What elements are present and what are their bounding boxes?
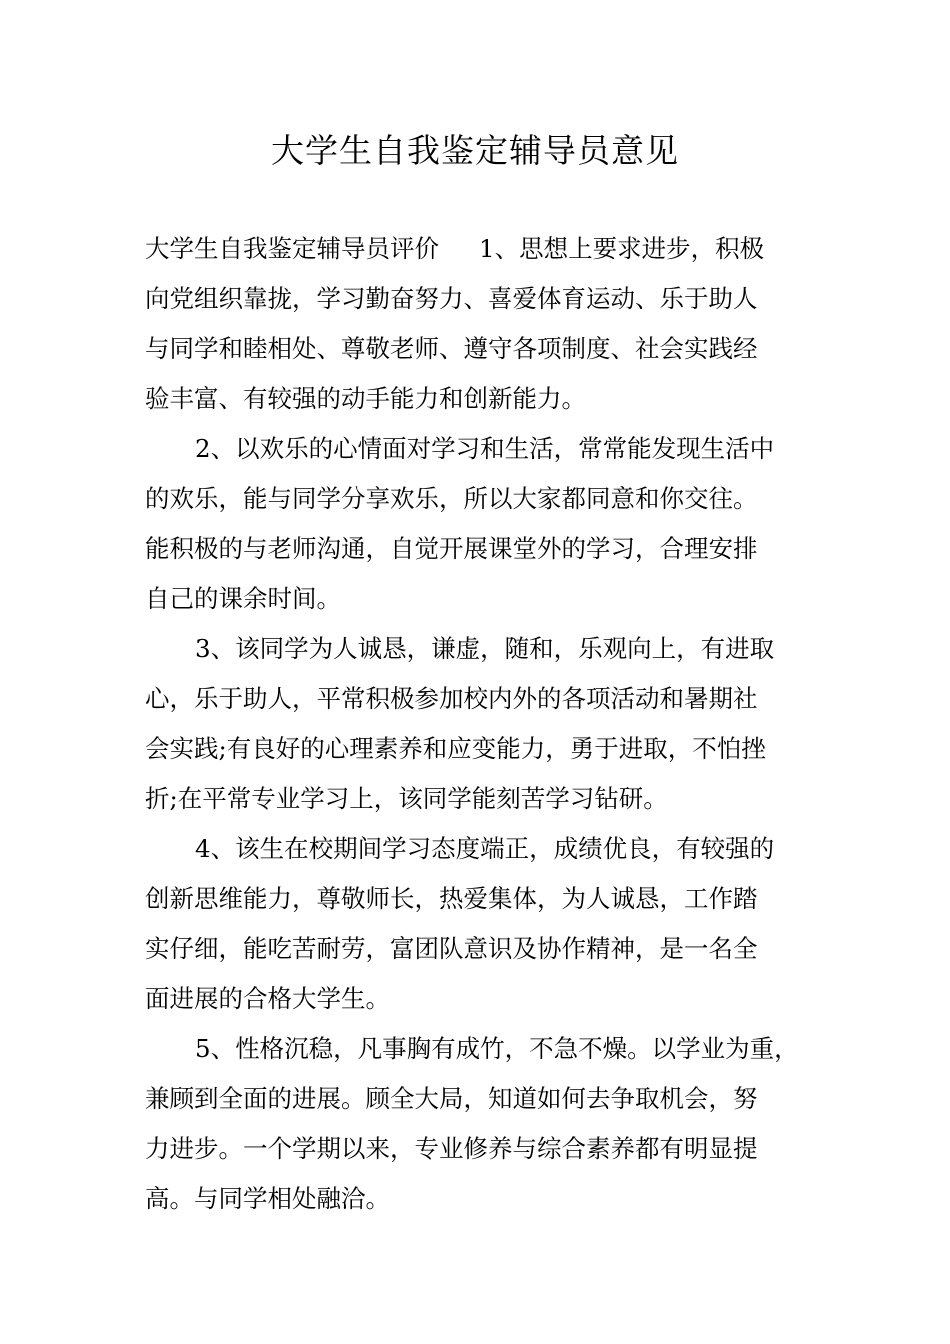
paragraph-text: 1、思想上要求进步，积极: [479, 234, 765, 263]
paragraph-3: [145, 624, 810, 824]
paragraph-line: [145, 224, 810, 274]
paragraph-line: 高。与同学相处融洽。: [145, 1184, 390, 1213]
paragraph-line: 能积极的与老师沟通，自觉开展课堂外的学习，合理安排: [145, 534, 758, 563]
paragraph-line: 向党组织靠拢，学习勤奋努力、喜爱体育运动、乐于助人: [145, 284, 758, 313]
paragraph-line: 实仔细，能吃苦耐劳，富团队意识及协作精神，是一名全: [145, 934, 758, 963]
paragraph-line: 面进展的合格大学生。: [145, 984, 390, 1013]
paragraph-line: 的欢乐，能与同学分享欢乐，所以大家都同意和你交往。: [145, 484, 758, 513]
paragraph-line: 力进步。一个学期以来，专业修养与综合素养都有明显提: [145, 1134, 758, 1163]
paragraph-line: 2、以欢乐的心情面对学习和生活，常常能发现生活中: [195, 434, 775, 463]
paragraph-line: 折;在平常专业学习上，该同学能刻苦学习钻研。: [145, 784, 668, 813]
paragraph-5: [145, 1024, 810, 1224]
paragraph-line: 兼顾到全面的进展。顾全大局，知道如何去争取机会，努: [145, 1084, 758, 1113]
paragraph-1: [145, 224, 810, 424]
document-body: [145, 224, 810, 1224]
paragraph-4: [145, 824, 810, 1024]
paragraph-line: 心，乐于助人，平常积极参加校内外的各项活动和暑期社: [145, 684, 758, 713]
intro-label: 大学生自我鉴定辅导员评价: [145, 234, 439, 263]
document-title: 大学生自我鉴定辅导员意见: [271, 131, 679, 170]
paragraph-line: 5、性格沉稳，凡事胸有成竹，不急不燥。以学业为重，: [195, 1034, 799, 1063]
paragraph-2: [145, 424, 810, 624]
paragraph-line: 与同学和睦相处、尊敬老师、遵守各项制度、社会实践经: [145, 334, 758, 363]
paragraph-line: 会实践;有良好的心理素养和应变能力，勇于进取，不怕挫: [145, 734, 766, 763]
paragraph-line: 4、该生在校期间学习态度端正，成绩优良，有较强的: [195, 834, 775, 863]
paragraph-line: 3、该同学为人诚恳，谦虚，随和，乐观向上，有进取: [195, 634, 775, 663]
paragraph-line: 自己的课余时间。: [145, 584, 341, 613]
paragraph-line: 创新思维能力，尊敬师长，热爱集体，为人诚恳，工作踏: [145, 884, 758, 913]
paragraph-line: 验丰富、有较强的动手能力和创新能力。: [145, 384, 586, 413]
